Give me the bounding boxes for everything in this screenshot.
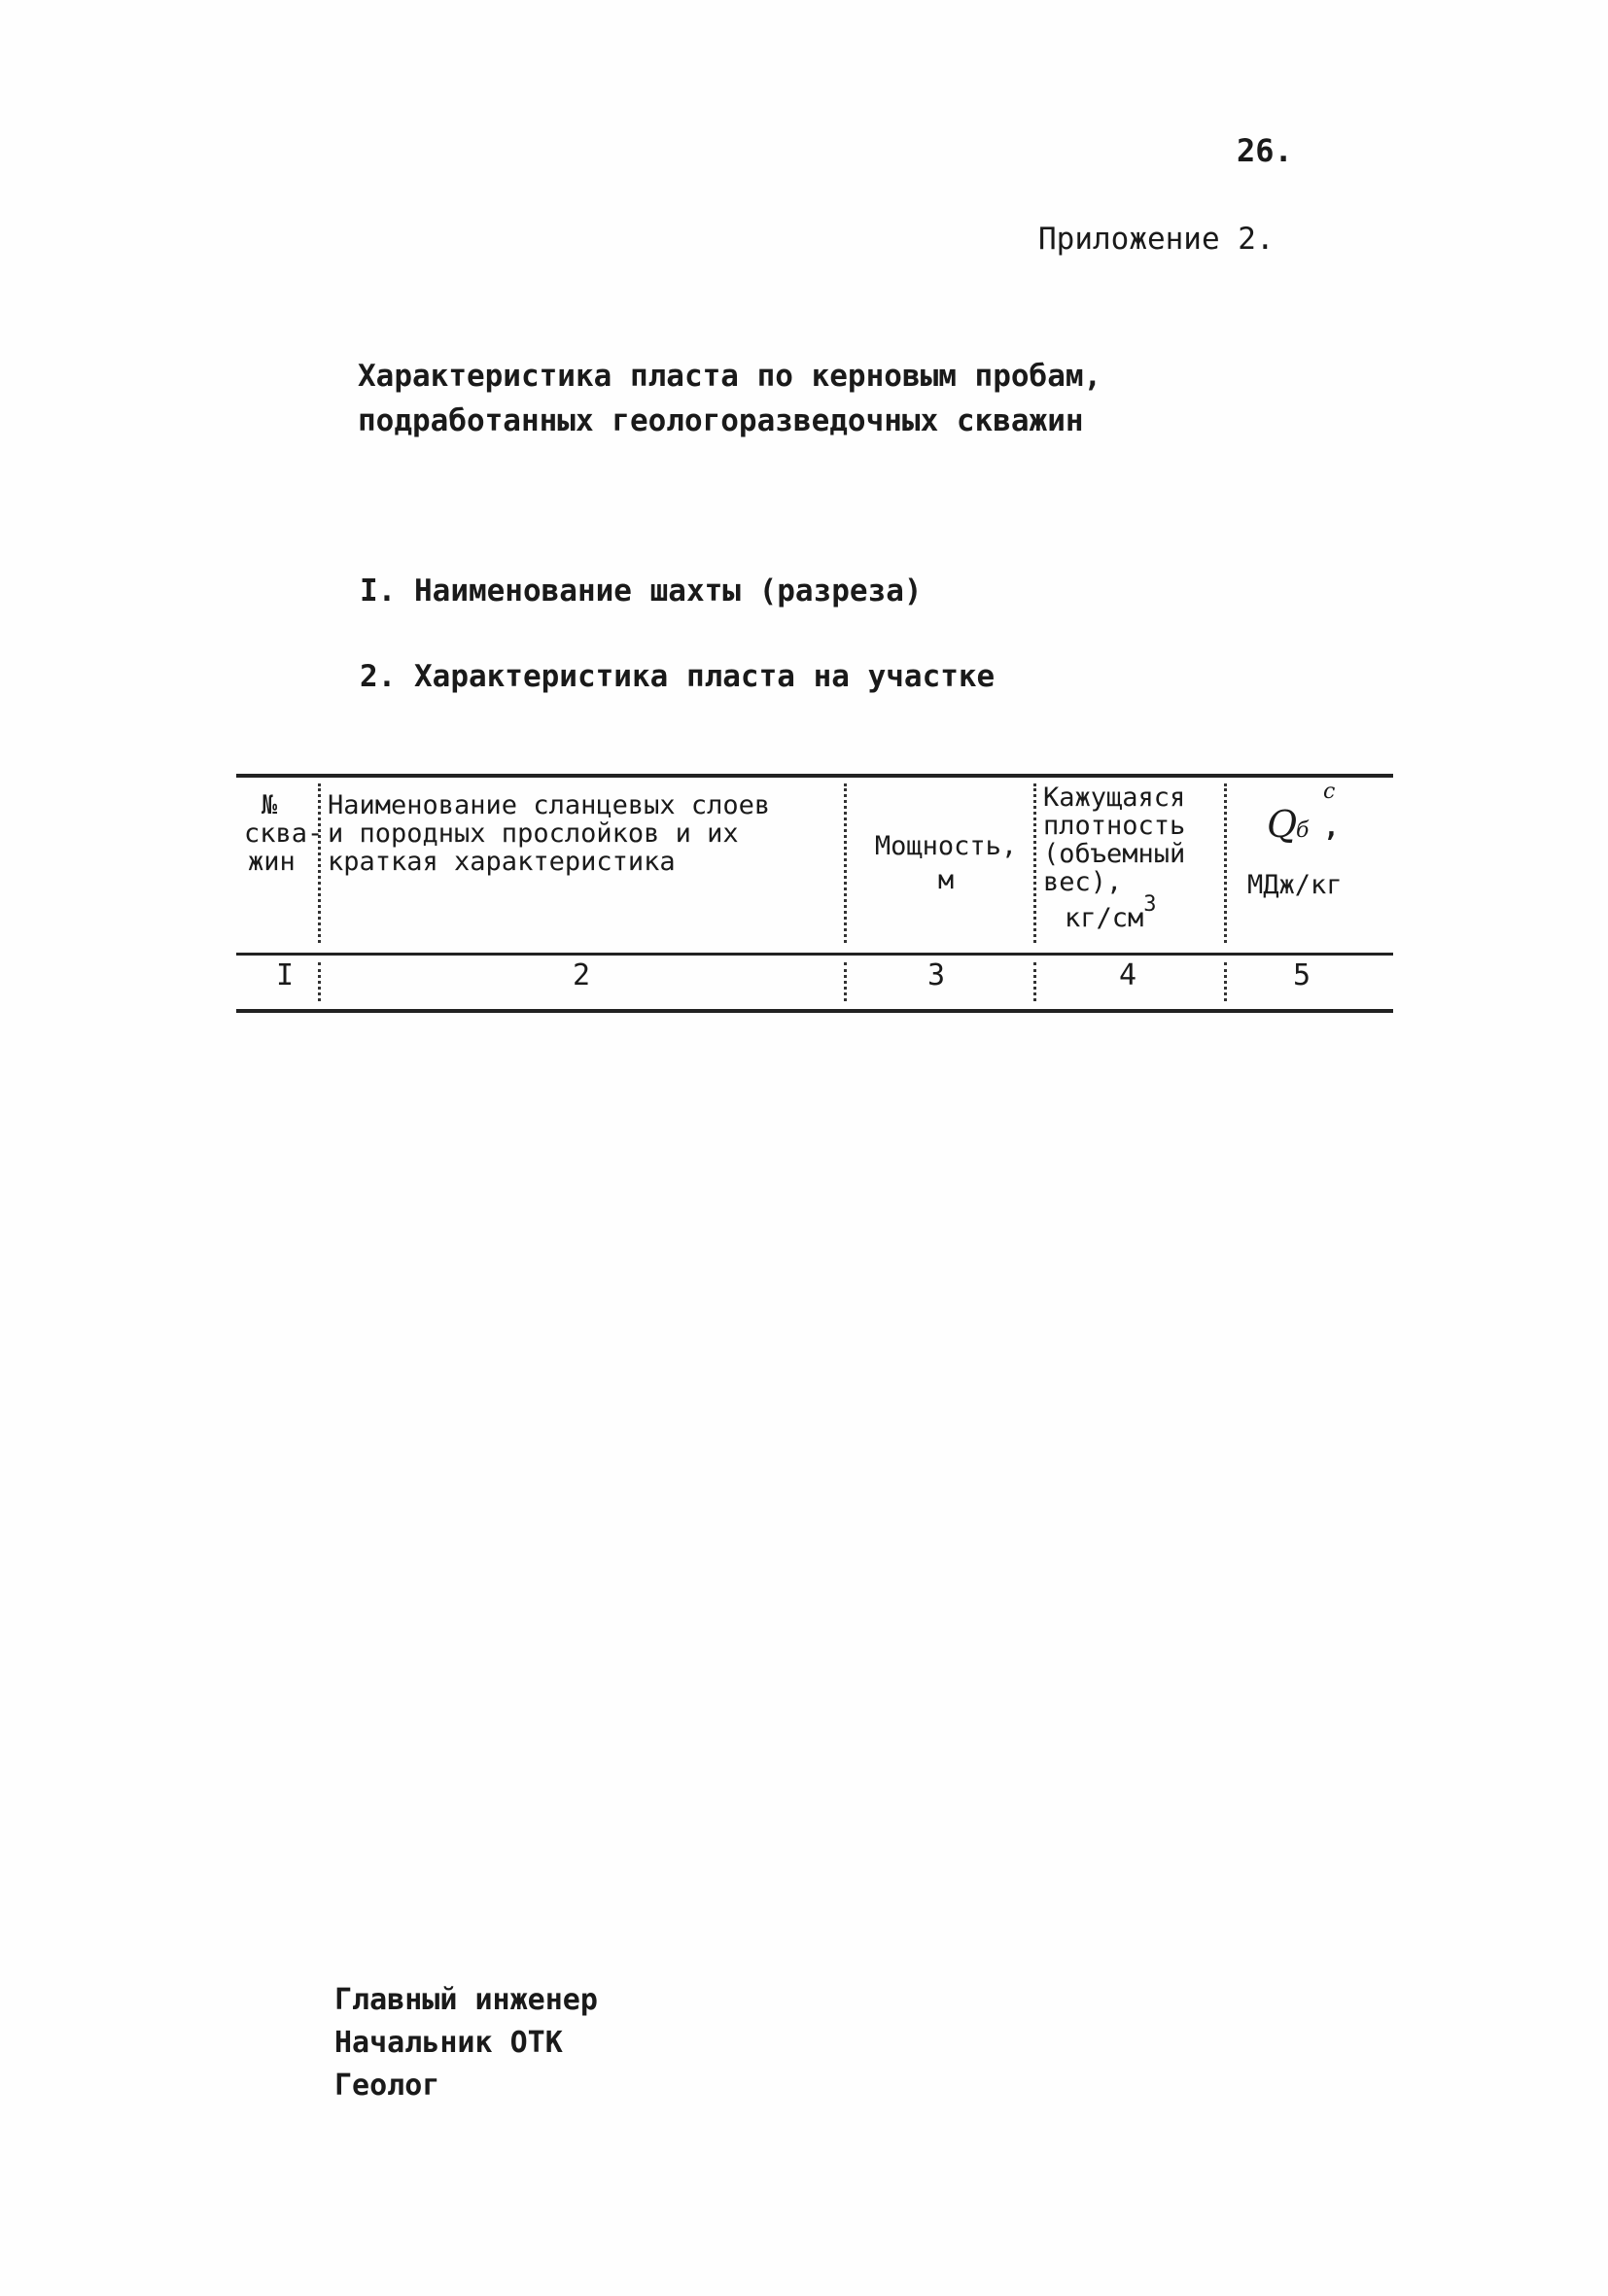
header-line: жин <box>248 847 296 877</box>
header-calorific-unit: МДж/кг <box>1247 870 1343 900</box>
header-line <box>1043 892 1185 933</box>
document-title <box>358 354 1101 443</box>
header-line: м <box>937 865 955 895</box>
header-density <box>1043 783 1185 932</box>
item-seam-characteristics: 2. Характеристика пласта на участке <box>360 659 996 694</box>
density-unit-exponent: 3 <box>1143 892 1157 917</box>
col-separator <box>1224 783 1227 943</box>
header-line: Кажущаяся <box>1043 783 1186 813</box>
table-header-rule <box>236 953 1393 956</box>
table-top-rule <box>236 774 1393 778</box>
item-mine-name: I. Наименование шахты (разреза) <box>360 574 923 609</box>
density-unit: кг/см <box>1065 903 1144 933</box>
column-number-1: I <box>275 958 295 992</box>
col-separator <box>318 962 321 1001</box>
header-line: (объемный <box>1043 839 1186 869</box>
col-separator <box>844 783 847 943</box>
column-number-5: 5 <box>1292 958 1311 992</box>
column-number-4: 4 <box>1118 958 1137 992</box>
header-line: и породных прослойков и их <box>328 818 739 849</box>
col-separator <box>1033 783 1036 943</box>
header-line: Наименование сланцевых слоев <box>328 790 771 820</box>
table-bottom-rule <box>236 1009 1393 1013</box>
page-number: 26. <box>1237 132 1293 169</box>
header-thickness <box>868 832 1024 894</box>
signature-chief-engineer: Главный инженер <box>334 1983 598 2017</box>
header-line: Мощность, <box>874 831 1018 861</box>
calorific-comma: , <box>1323 811 1340 843</box>
title-line-1: Характеристика пласта по керновым пробам, <box>358 359 1102 394</box>
signature-geologist: Геолог <box>334 2069 440 2103</box>
header-layer-name <box>328 791 770 876</box>
col-separator <box>1033 962 1036 1001</box>
header-line: плотность <box>1043 811 1186 841</box>
signatures-block <box>334 1979 598 2107</box>
header-line: краткая характеристика <box>328 847 676 877</box>
appendix-label: Приложение 2. <box>1038 222 1275 257</box>
col-separator <box>1224 962 1227 1001</box>
calorific-subscript: б <box>1296 818 1310 843</box>
title-line-2: подработанных геологоразведочных скважин <box>358 403 1084 438</box>
signature-qc-head: Начальник ОТК <box>334 2026 563 2060</box>
header-well-number <box>244 790 324 877</box>
header-line: № <box>262 790 278 820</box>
header-line: сква- <box>244 818 324 849</box>
calorific-symbol: Q <box>1267 803 1298 846</box>
header-line: вес), <box>1043 867 1123 897</box>
col-separator <box>844 962 847 1001</box>
column-number-3: 3 <box>926 958 946 992</box>
column-number-2: 2 <box>572 958 591 992</box>
seam-table <box>236 774 1393 1017</box>
calorific-superscript: c <box>1323 780 1336 804</box>
